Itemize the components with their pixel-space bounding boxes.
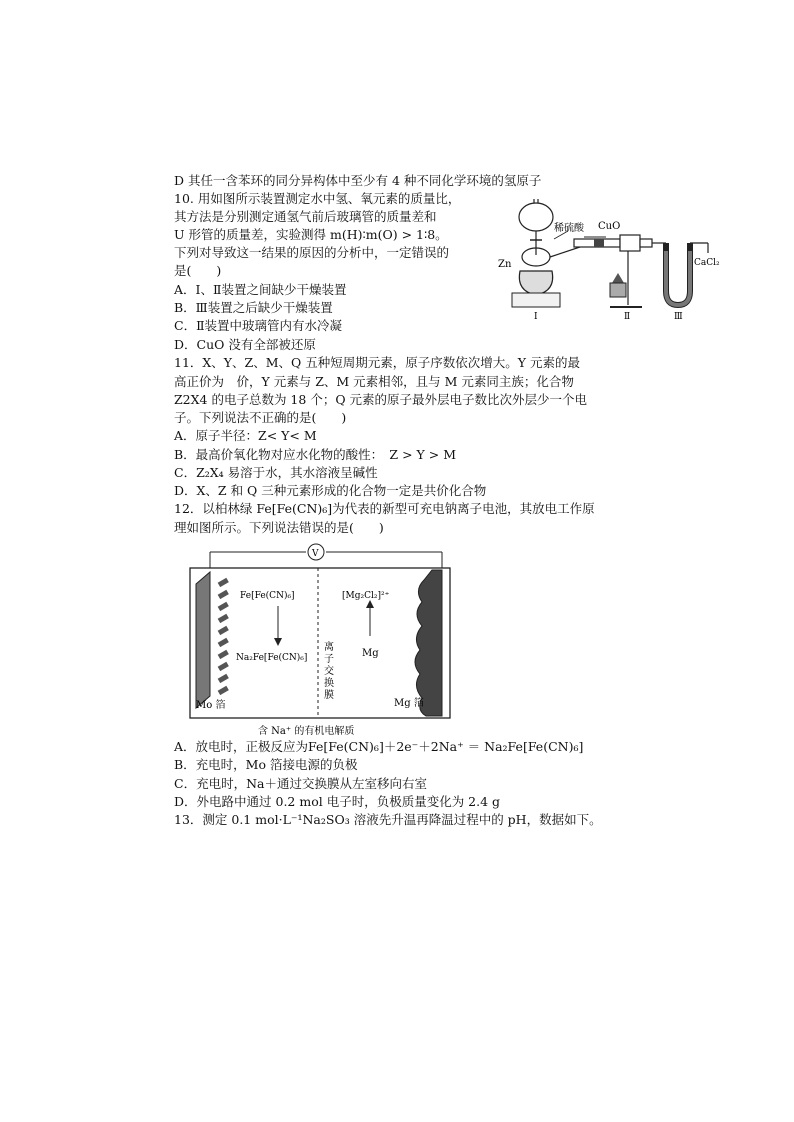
membrane-char-3: 交 <box>324 666 334 677</box>
q12-option-c: C．充电时，Na＋通过交换膜从左室移向右室 <box>174 776 427 791</box>
q12-option-d: D．外电路中通过 0.2 mol 电子时，负极质量变化为 2.4 g <box>174 794 501 809</box>
label-ii: Ⅱ <box>624 312 631 322</box>
membrane-char-1: 离 <box>324 642 334 653</box>
right-top-label: [Mg₂Cl₂]²⁺ <box>342 591 390 601</box>
right-bottom-label: Mg <box>362 648 379 659</box>
q10-stem-4: 下列对导致这一结果的原因的分析中，一定错误的 <box>174 245 450 260</box>
q11-stem-1: 11．X、Y、Z、M、Q 五种短周期元素，原子序数依次增大。Y 元素的最 <box>174 355 580 370</box>
left-bottom-label: Na₂Fe[Fe(CN)₆] <box>236 653 308 663</box>
q10-stem-5: 是( ) <box>174 263 222 278</box>
q12-stem-1: 12．以柏林绿 Fe[Fe(CN)₆]为代表的新型可充电钠离子电池，其放电工作原 <box>174 501 595 516</box>
q11-option-a: A．原子半径：Z< Y< M <box>174 428 317 443</box>
q13-stem: 13．测定 0.1 mol·L⁻¹Na₂SO₃ 溶液先升温再降温过程中的 pH，数据如下。 <box>174 812 602 827</box>
cacl2-label: CaCl₂ <box>694 258 720 268</box>
q10-option-d: D．CuO 没有全部被还原 <box>174 337 316 352</box>
mo-foil-label: Mo 箔 <box>196 700 226 711</box>
q12-stem-2: 理如图所示。下列说法错误的是( ) <box>174 520 384 535</box>
q12-option-b: B．充电时，Mo 箔接电源的负极 <box>174 757 358 772</box>
q10-stem-3: U 形管的质量差，实验测得 m(H)∶m(O) > 1∶8。 <box>174 227 448 242</box>
q11-option-c: C．Z₂X₄ 易溶于水，其水溶液呈碱性 <box>174 465 378 480</box>
q10-option-b: B．Ⅲ装置之后缺少干燥装置 <box>174 300 333 315</box>
q12-option-a: A．放电时，正极反应为Fe[Fe(CN)₆]＋2e⁻＋2Na⁺ ＝ Na₂Fe[Fe(CN)₆] <box>174 739 584 754</box>
voltmeter-label: V <box>312 549 319 559</box>
mg-foil-label: Mg 箔 <box>394 698 424 709</box>
q9-option-d: D 其任一含苯环的同分异构体中至少有 4 种不同化学环境的氢原子 <box>174 173 542 188</box>
label-iii: Ⅲ <box>674 312 683 322</box>
q11-stem-2: 高正价为 价，Y 元素与 Z、M 元素相邻，且与 M 元素同主族；化合物 <box>174 374 574 389</box>
label-i: Ⅰ <box>534 312 538 322</box>
left-top-label: Fe[Fe(CN)₆] <box>240 591 295 601</box>
acid-label: 稀硫酸 <box>554 223 584 234</box>
electrolyte-label: 含 Na⁺ 的有机电解质 <box>258 726 355 737</box>
q11-option-d: D．X、Z 和 Q 三种元素形成的化合物一定是共价化合物 <box>174 483 487 498</box>
q11-stem-3: Z2X4 的电子总数为 18 个；Q 元素的原子最外层电子数比次外层少一个电 <box>174 392 588 407</box>
battery-figure <box>180 540 460 740</box>
q11-option-b: B．最高价氧化物对应水化物的酸性： Z > Y > M <box>174 447 457 462</box>
membrane-char-2: 子 <box>324 654 334 665</box>
q10-stem-1: 10. 用如图所示装置测定水中氢、氧元素的质量比， <box>174 191 461 206</box>
membrane-char-4: 换 <box>324 678 334 689</box>
q10-option-c: C．Ⅱ装置中玻璃管内有水冷凝 <box>174 318 343 333</box>
cuo-label: CuO <box>598 221 621 232</box>
zn-label: Zn <box>498 259 512 270</box>
membrane-char-5: 膜 <box>324 690 334 701</box>
q10-stem-2: 其方法是分别测定通氢气前后玻璃管的质量差和 <box>174 209 437 224</box>
apparatus-figure <box>494 195 730 322</box>
q11-stem-4: 子。下列说法不正确的是( ) <box>174 410 347 425</box>
q10-option-a: A．Ⅰ、Ⅱ装置之间缺少干燥装置 <box>174 282 347 297</box>
